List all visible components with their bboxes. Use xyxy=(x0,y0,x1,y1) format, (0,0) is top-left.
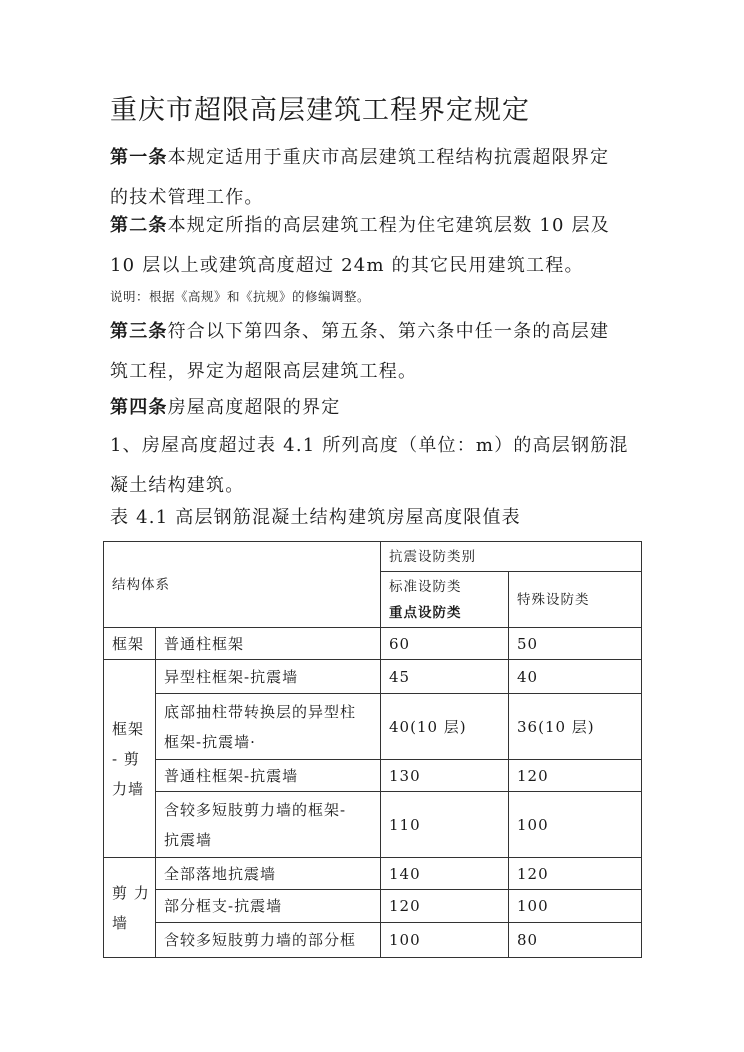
table-row xyxy=(104,628,642,660)
height-limit-table xyxy=(103,541,642,958)
row-type: 含较多短肢剪力墙的部分框 xyxy=(156,923,381,958)
table-row xyxy=(104,923,642,958)
header-standard-line1: 标准设防类 xyxy=(389,578,462,595)
clause-1-line1: 1、房屋高度超过表 4.1 所列高度（单位：m）的高层钢筋混 xyxy=(110,435,629,456)
article-4 xyxy=(110,388,650,428)
row-special-value: 100 xyxy=(509,890,642,923)
row-standard-value: 60 xyxy=(381,628,509,660)
header-seismic-category: 抗震设防类别 xyxy=(381,542,642,572)
table-row xyxy=(104,760,642,792)
row-standard-value: 130 xyxy=(381,760,509,792)
article-1-text-cont: 的技术管理工作。 xyxy=(110,187,264,208)
table-row xyxy=(104,858,642,890)
row-special-value: 40 xyxy=(509,660,642,694)
group-frame-shear-wall: 框架 - 剪 力墙 xyxy=(104,660,156,858)
table-row xyxy=(104,792,642,858)
header-standard-category xyxy=(381,572,509,628)
article-2-text: 本规定所指的高层建筑工程为住宅建筑层数 10 层及 xyxy=(167,215,610,236)
article-3-text-cont: 筑工程，界定为超限高层建筑工程。 xyxy=(110,361,418,382)
group-frame: 框架 xyxy=(104,628,156,660)
row-standard-value: 100 xyxy=(381,923,509,958)
row-type: 含较多短肢剪力墙的框架- 抗震墙 xyxy=(156,792,381,858)
clause-1-line2: 凝土结构建筑。 xyxy=(110,475,245,496)
table-row xyxy=(104,694,642,760)
header-special-category: 特殊设防类 xyxy=(509,572,642,628)
row-special-value: 100 xyxy=(509,792,642,858)
row-standard-value: 45 xyxy=(381,660,509,694)
row-type: 普通柱框架 xyxy=(156,628,381,660)
row-special-value: 50 xyxy=(509,628,642,660)
table-caption: 表 4.1 高层钢筋混凝土结构建筑房屋高度限值表 xyxy=(110,507,521,528)
article-2 xyxy=(110,206,650,286)
article-4-text: 房屋高度超限的界定 xyxy=(167,397,341,418)
note-text: 说明：根据《高规》和《抗规》的修编调整。 xyxy=(110,289,371,304)
article-3 xyxy=(110,312,650,392)
row-type: 异型柱框架-抗震墙 xyxy=(156,660,381,694)
row-special-value: 120 xyxy=(509,760,642,792)
header-structure-system: 结构体系 xyxy=(104,542,381,628)
article-4-label: 第四条 xyxy=(110,397,168,418)
row-standard-value: 120 xyxy=(381,890,509,923)
table-row xyxy=(104,890,642,923)
document-title: 重庆市超限高层建筑工程界定规定 xyxy=(110,95,530,126)
header-key-category: 重点设防类 xyxy=(389,604,462,621)
row-special-value: 120 xyxy=(509,858,642,890)
table-row xyxy=(104,660,642,694)
row-standard-value: 110 xyxy=(381,792,509,858)
clause-1 xyxy=(110,426,650,506)
row-standard-value: 140 xyxy=(381,858,509,890)
article-3-text: 符合以下第四条、第五条、第六条中任一条的高层建 xyxy=(167,321,610,342)
row-type: 普通柱框架-抗震墙 xyxy=(156,760,381,792)
row-type: 部分框支-抗震墙 xyxy=(156,890,381,923)
row-special-value: 80 xyxy=(509,923,642,958)
row-type: 底部抽柱带转换层的异型柱 框架-抗震墙· xyxy=(156,694,381,760)
group-shear-wall: 剪 力 墙 xyxy=(104,858,156,958)
article-1-text: 本规定适用于重庆市高层建筑工程结构抗震超限界定 xyxy=(167,147,610,168)
row-special-value: 36(10 层) xyxy=(509,694,642,760)
article-3-label: 第三条 xyxy=(110,321,168,342)
table-header-row xyxy=(104,542,642,572)
article-1-label: 第一条 xyxy=(110,147,168,168)
article-2-label: 第二条 xyxy=(110,215,168,236)
row-type: 全部落地抗震墙 xyxy=(156,858,381,890)
article-2-text-cont: 10 层以上或建筑高度超过 24m 的其它民用建筑工程。 xyxy=(110,255,584,276)
row-standard-value: 40(10 层) xyxy=(381,694,509,760)
